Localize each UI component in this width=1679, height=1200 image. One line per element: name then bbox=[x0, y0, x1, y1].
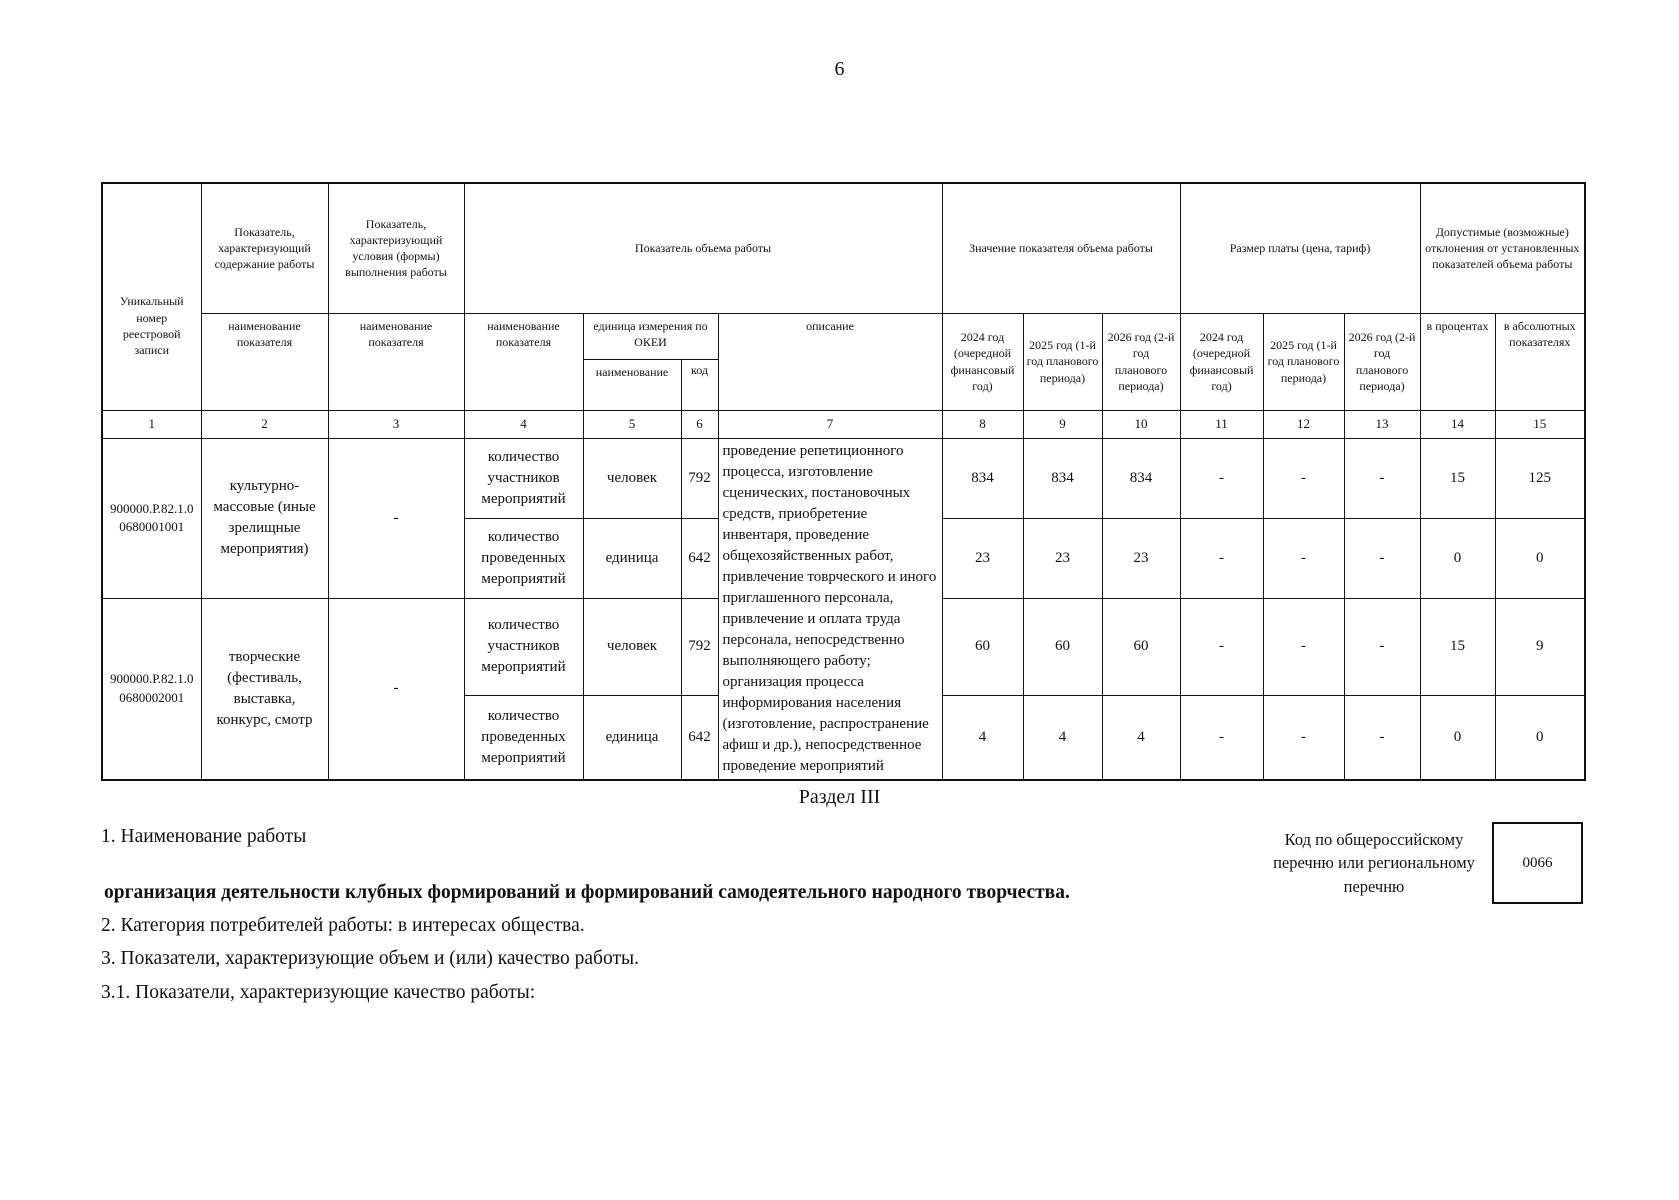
registry-code: 0066 bbox=[1522, 854, 1553, 871]
header-volume-value: Значение показателя объема работы bbox=[942, 183, 1180, 313]
fee-2026: - bbox=[1344, 438, 1420, 518]
condition-indicator: - bbox=[328, 438, 464, 598]
header-fee-2026: 2026 год (2-й год планового периода) bbox=[1344, 313, 1420, 410]
column-number: 1 bbox=[102, 410, 201, 438]
fee-2025: - bbox=[1263, 598, 1344, 696]
header-fee-2025: 2025 год (1-й год планового периода) bbox=[1263, 313, 1344, 410]
work-description: проведение репетиционного процесса, изготовление сценических, постановочных средств, приобретение инвентаря, проведение общехозяйственных работ, привлечение товрческого и иного приглашенного персонала, привлечение и оплата труда персонала, непосредственно выполняющего работу; организация процесса информирования населения (изготовление, распространение афиш и др.), непосредственное проведение мероприятий bbox=[718, 438, 942, 780]
header-unit-okei: единица измерения по ОКЕИ bbox=[583, 313, 718, 359]
unit-name: человек bbox=[583, 438, 681, 518]
header-unit-name: наименование bbox=[583, 359, 681, 410]
column-number: 14 bbox=[1420, 410, 1495, 438]
value-2025: 834 bbox=[1023, 438, 1102, 518]
fee-2025: - bbox=[1263, 696, 1344, 780]
deviation-percent: 15 bbox=[1420, 598, 1495, 696]
registry-code-box bbox=[1492, 822, 1583, 904]
value-2024: 4 bbox=[942, 696, 1023, 780]
header-fee-size: Размер платы (цена, тариф) bbox=[1180, 183, 1420, 313]
volume-indicator-name: количество участников мероприятий bbox=[464, 598, 583, 696]
column-number: 3 bbox=[328, 410, 464, 438]
work-name: организация деятельности клубных формирований и формирований самодеятельного народного творчества. bbox=[104, 882, 1070, 903]
deviation-absolute: 0 bbox=[1495, 518, 1585, 598]
content-indicator: культурно-массовые (иные зрелищные мероприятия) bbox=[201, 438, 328, 598]
volume-indicator-name: количество проведенных мероприятий bbox=[464, 696, 583, 780]
column-number: 11 bbox=[1180, 410, 1263, 438]
fee-2026: - bbox=[1344, 696, 1420, 780]
header-unit-code: код bbox=[681, 359, 718, 410]
value-2024: 834 bbox=[942, 438, 1023, 518]
column-number: 5 bbox=[583, 410, 681, 438]
unit-code: 792 bbox=[681, 598, 718, 696]
header-registry-number: Уникальный номер реестровой записи bbox=[102, 183, 201, 410]
column-number: 7 bbox=[718, 410, 942, 438]
header-volume-indicator: Показатель объема работы bbox=[464, 183, 942, 313]
page-number: 6 bbox=[834, 58, 845, 80]
header-condition-name: наименование показателя bbox=[328, 313, 464, 410]
unit-name: человек bbox=[583, 598, 681, 696]
quality-indicators-heading: 3.1. Показатели, характеризующие качество работы: bbox=[101, 982, 536, 1003]
header-allowed-deviations: Допустимые (возможные) отклонения от установленных показателей объема работы bbox=[1420, 183, 1585, 313]
header-deviation-absolute: в абсолютных показателях bbox=[1495, 313, 1585, 410]
value-2024: 23 bbox=[942, 518, 1023, 598]
header-deviation-percent: в процентах bbox=[1420, 313, 1495, 410]
value-2026: 23 bbox=[1102, 518, 1180, 598]
work-name-label: 1. Наименование работы bbox=[101, 826, 307, 847]
value-2025: 23 bbox=[1023, 518, 1102, 598]
unit-name: единица bbox=[583, 696, 681, 780]
registry-number: 900000.Р.82.1.0 0680002001 bbox=[102, 598, 201, 780]
header-description: описание bbox=[718, 313, 942, 410]
header-condition-indicator: Показатель, характеризующий условия (формы) выполнения работы bbox=[328, 183, 464, 313]
work-volume-table bbox=[101, 182, 1586, 781]
unit-code: 642 bbox=[681, 696, 718, 780]
header-value-2025: 2025 год (1-й год планового периода) bbox=[1023, 313, 1102, 410]
value-2025: 60 bbox=[1023, 598, 1102, 696]
deviation-percent: 0 bbox=[1420, 696, 1495, 780]
value-2026: 60 bbox=[1102, 598, 1180, 696]
registry-code-label: Код по общероссийскому перечню или региональному перечню bbox=[1273, 830, 1475, 896]
fee-2024: - bbox=[1180, 518, 1263, 598]
column-number: 4 bbox=[464, 410, 583, 438]
column-number: 6 bbox=[681, 410, 718, 438]
content-indicator: творческие (фестиваль, выставка, конкурс, смотр bbox=[201, 598, 328, 780]
fee-2026: - bbox=[1344, 598, 1420, 696]
indicators-heading: 3. Показатели, характеризующие объем и (или) качество работы. bbox=[101, 948, 639, 969]
unit-code: 792 bbox=[681, 438, 718, 518]
table-row bbox=[102, 438, 1585, 518]
deviation-absolute: 0 bbox=[1495, 696, 1585, 780]
deviation-percent: 15 bbox=[1420, 438, 1495, 518]
unit-name: единица bbox=[583, 518, 681, 598]
deviation-absolute: 125 bbox=[1495, 438, 1585, 518]
column-number: 12 bbox=[1263, 410, 1344, 438]
consumer-category: 2. Категория потребителей работы: в интересах общества. bbox=[101, 915, 585, 936]
header-content-indicator: Показатель, характеризующий содержание работы bbox=[201, 183, 328, 313]
fee-2025: - bbox=[1263, 438, 1344, 518]
header-value-2024: 2024 год (очередной финансовый год) bbox=[942, 313, 1023, 410]
column-number: 2 bbox=[201, 410, 328, 438]
unit-code: 642 bbox=[681, 518, 718, 598]
condition-indicator: - bbox=[328, 598, 464, 780]
value-2026: 4 bbox=[1102, 696, 1180, 780]
value-2026: 834 bbox=[1102, 438, 1180, 518]
fee-2024: - bbox=[1180, 696, 1263, 780]
fee-2026: - bbox=[1344, 518, 1420, 598]
fee-2024: - bbox=[1180, 598, 1263, 696]
column-number: 9 bbox=[1023, 410, 1102, 438]
column-number: 15 bbox=[1495, 410, 1585, 438]
value-2025: 4 bbox=[1023, 696, 1102, 780]
header-value-2026: 2026 год (2-й год планового периода) bbox=[1102, 313, 1180, 410]
fee-2024: - bbox=[1180, 438, 1263, 518]
registry-number: 900000.Р.82.1.0 0680001001 bbox=[102, 438, 201, 598]
deviation-absolute: 9 bbox=[1495, 598, 1585, 696]
column-number: 13 bbox=[1344, 410, 1420, 438]
volume-indicator-name: количество участников мероприятий bbox=[464, 438, 583, 518]
column-number: 10 bbox=[1102, 410, 1180, 438]
column-number: 8 bbox=[942, 410, 1023, 438]
volume-indicator-name: количество проведенных мероприятий bbox=[464, 518, 583, 598]
value-2024: 60 bbox=[942, 598, 1023, 696]
section-title: Раздел III bbox=[798, 786, 881, 808]
header-fee-2024: 2024 год (очередной финансовый год) bbox=[1180, 313, 1263, 410]
deviation-percent: 0 bbox=[1420, 518, 1495, 598]
header-content-name: наименование показателя bbox=[201, 313, 328, 410]
fee-2025: - bbox=[1263, 518, 1344, 598]
header-volume-name: наименование показателя bbox=[464, 313, 583, 410]
